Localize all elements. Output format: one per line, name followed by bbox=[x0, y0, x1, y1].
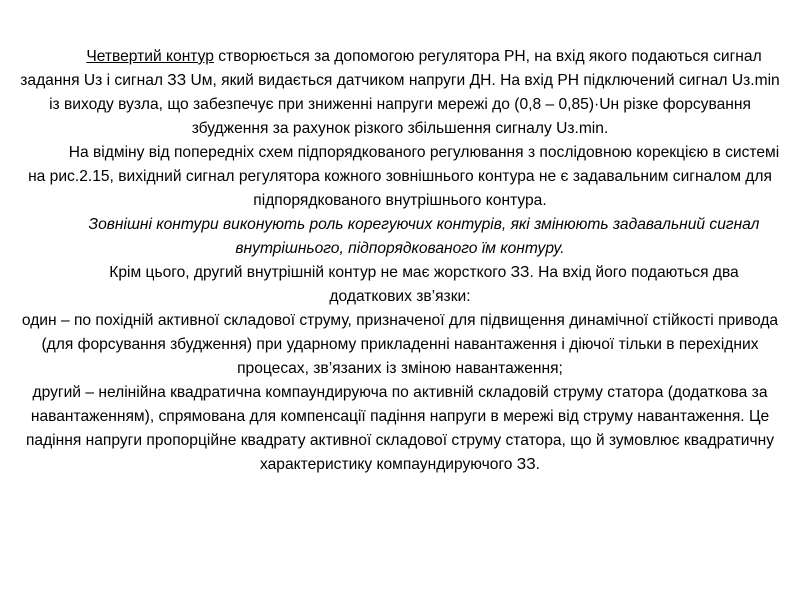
outer-loops-text: Зовнішні контури виконують роль корегуючих контурів, які змінюють задавальний сигнал внутрішнього, підпорядкованого їм контуру. bbox=[88, 216, 760, 257]
paragraph-outer-loops bbox=[18, 213, 782, 261]
paragraph-fourth-loop bbox=[18, 45, 782, 141]
fourth-loop-term: Четвертий контур bbox=[86, 48, 214, 65]
difference-text: На відміну від попередніх схем підпорядкованого регулювання з послідовною корекцією в системі на рис.2.15, вихідний сигнал регулятора кожного зовнішнього контура не є задавальним сигналом для підпорядкованого внутрішнього контура. bbox=[28, 144, 780, 209]
paragraph-difference bbox=[18, 141, 782, 213]
second-inner-loop-text: Крім цього, другий внутрішній контур не має жорсткого ЗЗ. На вхід його подаються два додаткових зв’язки: bbox=[109, 264, 739, 305]
paragraph-second-link bbox=[18, 381, 782, 477]
second-link-text: другий – нелінійна квадратична компаундируюча по активній складовій струму статора (додаткова за навантаженням), спрямована для компенсації падіння напруги в мережі від струму навантаження. Це падіння напруги пропорційне квадрату активної складової струму статора, що й зумовлює квадратичну характеристику компаундируючого ЗЗ. bbox=[25, 384, 775, 473]
paragraph-second-inner-loop bbox=[18, 261, 782, 309]
paragraph-first-link bbox=[18, 309, 782, 381]
first-link-text: один – по похідній активної складової струму, призначеної для підвищення динамічної стійкості привода (для форсування збудження) при ударному прикладенні навантаження і діючої тільки в перехідних процесах, зв’язаних із зміною навантаження; bbox=[21, 312, 779, 377]
text-block bbox=[18, 45, 782, 477]
fourth-loop-description: створюється за допомогою регулятора РН, на вхід якого подаються сигнал задання Uз і сигнал ЗЗ Uм, який видається датчиком напруги ДН. На вхід РН підключений сигнал Uз.min із виходу вузла, що забезпечує при зниженні напруги мережі до (0,8 – 0,85)·Uн різке форсування збудження за рахунок різкого збільшення сигналу Uз.min. bbox=[20, 48, 780, 137]
